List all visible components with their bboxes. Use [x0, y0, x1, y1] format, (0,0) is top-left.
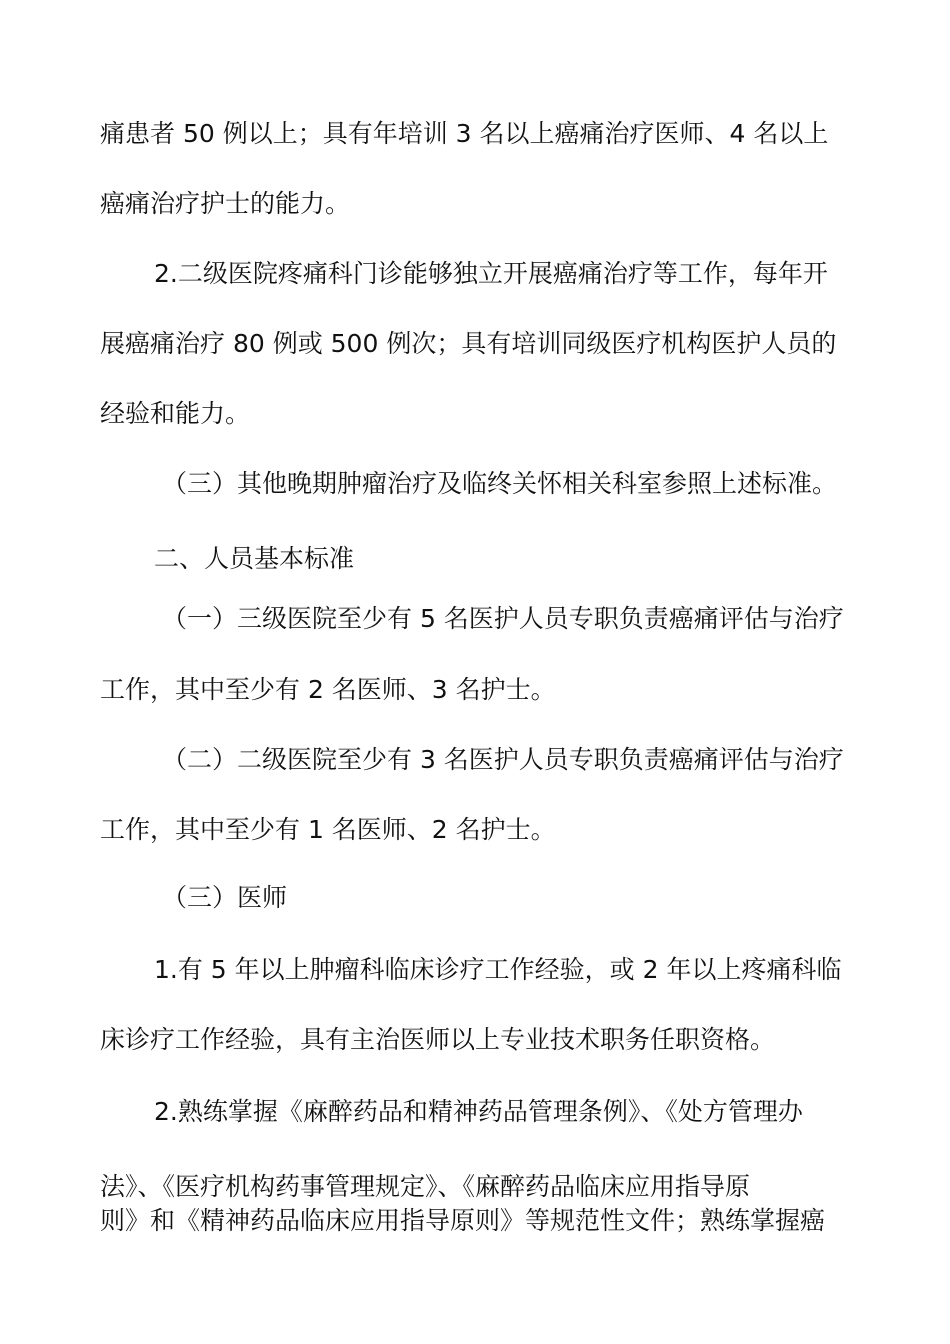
- paragraph-line: 工作，其中至少有 2 名医师、3 名护士。: [100, 675, 556, 704]
- paragraph-line: 工作，其中至少有 1 名医师、2 名护士。: [100, 815, 556, 844]
- paragraph-line: 则》和《精神药品临床应用指导原则》等规范性文件；熟练掌握癌: [100, 1206, 826, 1235]
- paragraph-line: 痛患者 50 例以上；具有年培训 3 名以上癌痛治疗医师、4 名以上: [100, 119, 829, 148]
- paragraph-line: 展癌痛治疗 80 例或 500 例次；具有培训同级医疗机构医护人员的: [100, 329, 837, 358]
- paragraph-line: 法》、《医疗机构药事管理规定》、《麻醉药品临床应用指导原: [100, 1172, 751, 1201]
- paragraph-line: 经验和能力。: [100, 399, 251, 428]
- paragraph-line: 床诊疗工作经验，具有主治医师以上专业技术职务任职资格。: [100, 1025, 776, 1054]
- paragraph-line: 2.熟练掌握《麻醉药品和精神药品管理条例》、《处方管理办: [154, 1097, 803, 1126]
- paragraph-line: （一）三级医院至少有 5 名医护人员专职负责癌痛评估与治疗: [162, 604, 844, 633]
- section-heading: 二、人员基本标准: [154, 544, 355, 573]
- paragraph-line: （三）其他晚期肿瘤治疗及临终关怀相关科室参照上述标准。: [162, 469, 838, 498]
- paragraph-line: 1.有 5 年以上肿瘤科临床诊疗工作经验，或 2 年以上疼痛科临: [154, 955, 842, 984]
- subsection-heading: （三）医师: [162, 883, 288, 912]
- paragraph-line: （二）二级医院至少有 3 名医护人员专职负责癌痛评估与治疗: [162, 745, 844, 774]
- paragraph-line: 癌痛治疗护士的能力。: [100, 189, 351, 218]
- paragraph-line: 2.二级医院疼痛科门诊能够独立开展癌痛治疗等工作，每年开: [154, 259, 828, 288]
